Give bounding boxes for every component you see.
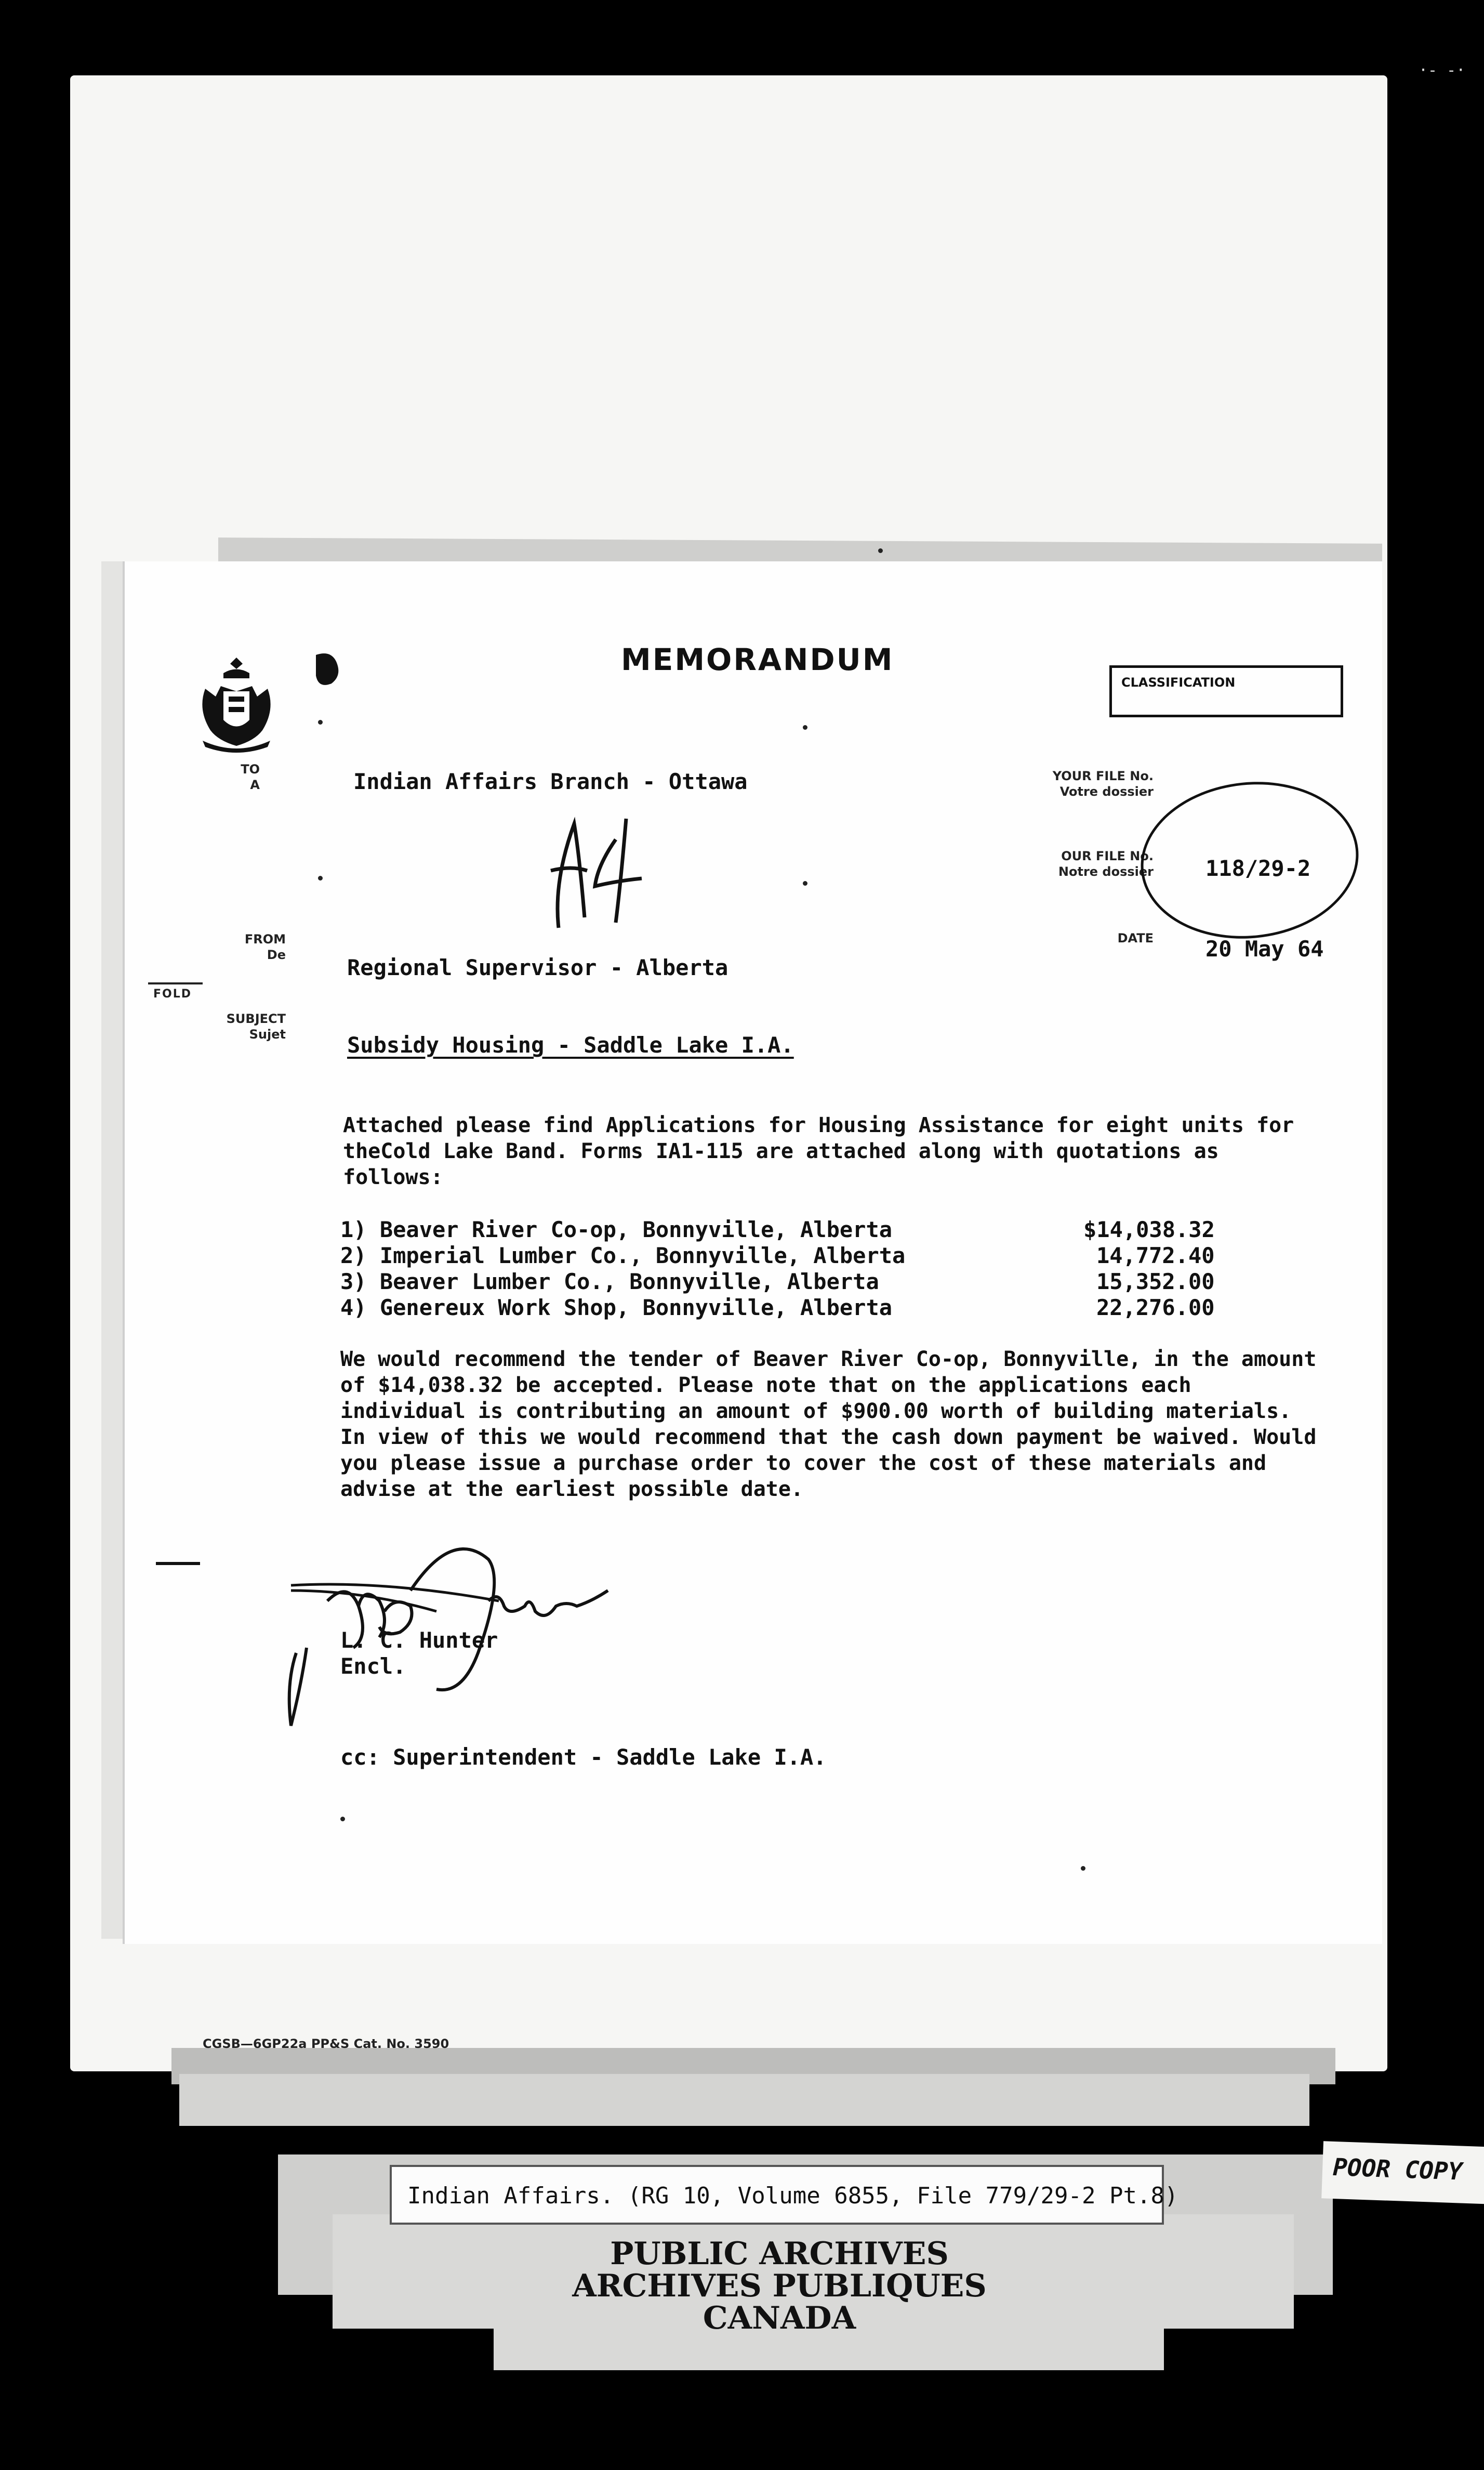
date-label: DATE [1117,931,1154,945]
form-number: CGSB—6GP22a PP&S Cat. No. 3590 [203,2037,449,2051]
quotation-row [340,1242,1224,1268]
from-value: Regional Supervisor - Alberta [347,955,728,980]
dot [318,720,323,725]
memo-title: MEMORANDUM [621,642,894,677]
quotation-label: 4) Genereux Work Shop, Bonnyville, Alberta [340,1295,893,1320]
dot [803,725,807,730]
cc-line: cc: Superintendent - Saddle Lake I.A. [340,1744,827,1770]
handwritten-mark-text [561,842,575,855]
ink-smudge-icon [311,650,342,691]
date-value: 20 May 64 [1205,936,1324,962]
quotation-label: 3) Beaver Lumber Co., Bonnyville, Alberta [340,1269,879,1294]
body-intro: Attached please find Applications for Housing Assistance for eight units for theCold Lake Band. Forms IA1-115 are attached along with quotations as follows: [343,1113,1294,1189]
subject-label [208,1011,286,1042]
your-file-label-en: YOUR FILE No. [1052,769,1154,783]
fold-line [148,982,203,984]
to-value: Indian Affairs Branch - Ottawa [353,769,748,794]
archive-name-line-3: CANADA [703,2300,856,2336]
poor-copy-stamp [1321,2141,1484,2204]
quotation-list [340,1216,1224,1320]
to-label-en: TO [241,762,260,777]
your-file-label-fr: Votre dossier [1059,784,1154,799]
from-label-en: FROM [244,932,286,947]
body-recommendation: We would recommend the tender of Beaver River Co-op, Bonnyville, in the amount of $14,038.32 be accepted. Please note that on the applications each individual is contributing an amount of $900.00 worth of building materials. In view of this we would recommend that the cash down payment be waived. Would you please issue a purchase order to cover the cost of these materials and advise at the earliest possible date. [340,1347,1317,1501]
signatory: L. C. Hunter [340,1627,498,1653]
film-marks: ·- -· [1419,61,1466,80]
classification-label: CLASSIFICATION [1121,675,1236,690]
poor-copy-text: POOR COPY [1332,2152,1463,2186]
our-file-label-en: OUR FILE No. [1061,849,1154,863]
quotation-amount: 14,772.40 [1096,1243,1215,1268]
margin-dash [156,1562,200,1565]
archive-name-line-1: PUBLIC ARCHIVES [610,2236,949,2272]
quotation-row [340,1268,1224,1294]
dot [1081,1866,1085,1871]
classification-box [1109,665,1343,717]
from-label-fr: De [267,948,286,962]
archive-name-line-2: ARCHIVES PUBLIQUES [572,2268,987,2304]
quotation-label: 2) Imperial Lumber Co., Bonnyville, Alberta [340,1243,906,1268]
handwritten-mark [538,808,652,938]
quotation-label: 1) Beaver River Co-op, Bonnyville, Alberta [340,1217,893,1242]
subject-label-fr: Sujet [249,1027,286,1042]
fold-label: FOLD [153,988,192,1001]
quotation-amount: 15,352.00 [1096,1269,1215,1294]
quotation-row [340,1294,1224,1320]
to-label [223,761,260,793]
our-file-label [987,848,1154,879]
coat-of-arms-icon [192,652,281,756]
folder-bottom-edge [179,2074,1309,2126]
enclosure: Encl. [340,1653,406,1679]
quotation-amount: $14,038.32 [1083,1217,1215,1242]
quotation-row [340,1216,1224,1242]
our-file-value: 118/29-2 [1205,856,1311,881]
archive-reference: Indian Affairs. (RG 10, Volume 6855, File 779/29-2 Pt.8) [407,2183,1178,2209]
subject-label-en: SUBJECT [226,1011,286,1026]
archive-name [520,2238,1039,2334]
dot [878,548,883,553]
quotation-amount: 22,276.00 [1096,1295,1215,1320]
memo-left-edge [101,561,126,1939]
signature-text [364,1580,412,1593]
to-label-fr: A [250,778,260,792]
from-label [218,931,286,963]
dot [803,881,807,886]
our-file-label-fr: Notre dossier [1058,864,1154,879]
subject-value: Subsidy Housing - Saddle Lake I.A. [347,1032,794,1058]
your-file-label [987,768,1154,799]
dot [340,1817,345,1821]
archive-reference-label [390,2165,1178,2225]
dot [318,876,323,881]
